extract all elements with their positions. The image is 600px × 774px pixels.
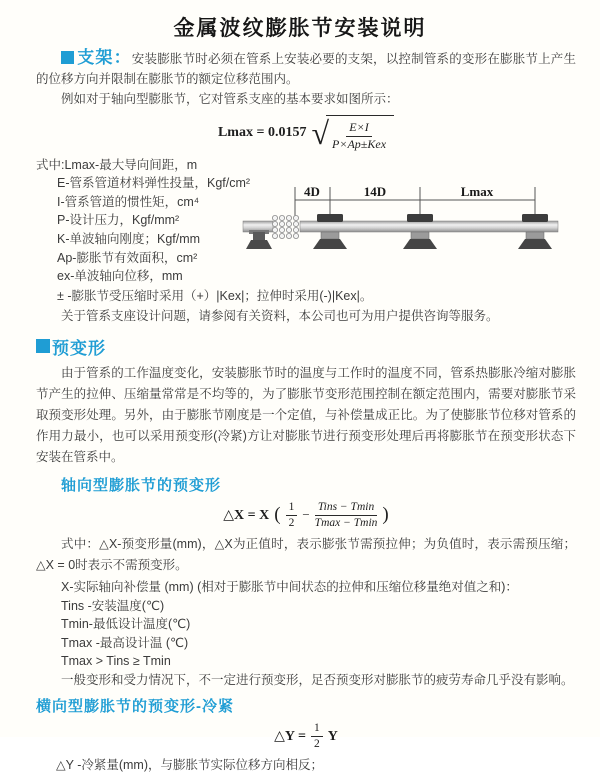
one-half-fraction bbox=[311, 722, 323, 751]
sqrt-sign-icon: √ bbox=[311, 115, 330, 152]
dimension-label-14d: 14D bbox=[363, 183, 387, 199]
temperature-numerator: Tins − Tmin bbox=[315, 501, 377, 516]
section-heading-support: 支架： bbox=[77, 48, 132, 67]
half-denominator: 2 bbox=[313, 738, 320, 751]
lateral-formula-lhs: △Y = bbox=[274, 729, 306, 745]
preform-heading-text: 预变形 bbox=[52, 338, 106, 358]
support-intro-paragraph bbox=[36, 48, 576, 89]
definition-item: ex-单波轴向位移，mm bbox=[57, 269, 183, 284]
lateral-preform-formula bbox=[36, 722, 576, 751]
lmax-fraction-denominator: P×Ap±Kex bbox=[332, 136, 387, 151]
lmax-fraction-numerator: E×I bbox=[346, 121, 371, 137]
axial-variables-list bbox=[36, 578, 576, 671]
lmax-formula-lhs: Lmax = 0.0157 bbox=[217, 125, 307, 141]
axial-explain-paragraph: 式中：△X-预变形量(mm)，△X为正值时，表示膨张节需预拉伸；为负值时，表示需预压缩；△X = 0时表示不需预变形。 bbox=[36, 537, 576, 573]
axial-variable-item: Tmin-最低设计温度(℃) bbox=[61, 617, 191, 632]
page-content bbox=[0, 42, 600, 774]
sqrt-radicand bbox=[326, 115, 394, 152]
axial-formula-lhs: △X = X bbox=[223, 507, 270, 523]
axial-variable-item: X-实际轴向补偿量 (mm) (相对于膨胀节中间状态的拉伸和压缩位移量绝对值之和)： bbox=[61, 580, 518, 595]
temperature-denominator: Tmax − Tmin bbox=[314, 516, 378, 529]
pipe-support-diagram bbox=[243, 182, 598, 256]
sqrt-radical bbox=[311, 115, 394, 152]
lateral-note: △Y -冷紧量(mm)，与膨胀节实际位移方向相反； bbox=[56, 757, 324, 772]
half-numerator: 1 bbox=[286, 501, 298, 516]
support-example-line: 例如对于轴向型膨胀节，它对管系支座的基本要求如图所示： bbox=[61, 92, 399, 106]
definition-item: K-单波轴向刚度；Kgf/mm bbox=[57, 231, 201, 246]
axial-preform-formula bbox=[36, 501, 576, 530]
preform-paragraph: 由于管系的工作温度变化，安装膨胀节时的温度与工作时的温度不同，管系热膨胀冷缩对膨胀节产生的拉伸、压缩量常常是不均等的，为了膨胀节变形范围控制在额定范围内，需要对膨胀节采取预变形处理。另外，由于膨胀节刚度是一个定值，与补偿量成正比。为了使膨胀节位移对管系的作用力最小，也可以采用预变形(冷紧)方让对膨胀节进行预变形处理后再将膨胀节在预变形状态下安装在管系中。 bbox=[36, 365, 576, 464]
lmax-formula bbox=[36, 115, 576, 152]
definition-item: 式中:Lmax-最大导向间距，m bbox=[36, 157, 198, 172]
consulting-note: 关于管系支座设计问题，请参阅有关资料，本公司也可为用户提供咨询等服务。 bbox=[61, 308, 499, 323]
minus-operator: − bbox=[302, 507, 310, 523]
temperature-fraction bbox=[315, 501, 378, 530]
plus-minus-note: ± -膨胀节受压缩时采用（+）|Kex|；拉伸时采用(-)|Kex|。 bbox=[57, 288, 373, 303]
dimension-label-4d: 4D bbox=[304, 183, 320, 199]
page-title: 金属波纹膨胀节安装说明 bbox=[173, 17, 427, 40]
lmax-fraction bbox=[332, 121, 386, 152]
lateral-formula-rhs: Y bbox=[327, 728, 338, 744]
definitions-and-diagram bbox=[36, 156, 576, 286]
axial-variable-item: Tmax > Tins ≥ Tmin bbox=[61, 654, 171, 669]
axial-note: 一般变形和受力情况下，不一定进行预变形，足否预变形对膨胀节的疲劳寿命几乎没有影响。 bbox=[61, 672, 574, 687]
axial-variable-item: Tins -安装温度(℃) bbox=[61, 598, 165, 613]
definition-item: Ap-膨胀节有效面积，cm² bbox=[57, 250, 198, 265]
close-paren: ) bbox=[382, 504, 389, 526]
axial-variable-item: Tmax -最高设计温 (℃) bbox=[61, 635, 189, 650]
dimension-label-lmax: Lmax bbox=[460, 183, 494, 199]
half-numerator: 1 bbox=[311, 722, 323, 737]
definition-item: I-管系管道的惯性矩，cm⁴ bbox=[57, 194, 200, 209]
definition-item: P-设计压力，Kgf/mm² bbox=[57, 213, 180, 228]
one-half-fraction bbox=[286, 501, 298, 530]
support-intro-text: 安装膨胀节时必须在管系上安装必要的支架，以控制管系的变形在膨胀节上产生的位移方向并限制在膨胀节的额定位移范围内。 bbox=[36, 52, 576, 86]
definition-item: E-管系管道材料弹性投量，Kgf/cm² bbox=[57, 176, 251, 191]
half-denominator: 2 bbox=[288, 516, 295, 529]
subsection-heading-axial: 轴向型膨胀节的预变形 bbox=[61, 476, 222, 494]
section-square-icon bbox=[61, 51, 74, 64]
expansion-joint-bellows bbox=[272, 215, 298, 238]
section-heading-preform bbox=[36, 334, 576, 359]
open-paren: ( bbox=[274, 504, 281, 526]
section-square-icon bbox=[36, 339, 50, 353]
anchor-support bbox=[246, 230, 272, 249]
pipe-segment bbox=[300, 221, 558, 232]
subsection-heading-lateral: 横向型膨胀节的预变形-冷紧 bbox=[36, 698, 234, 716]
